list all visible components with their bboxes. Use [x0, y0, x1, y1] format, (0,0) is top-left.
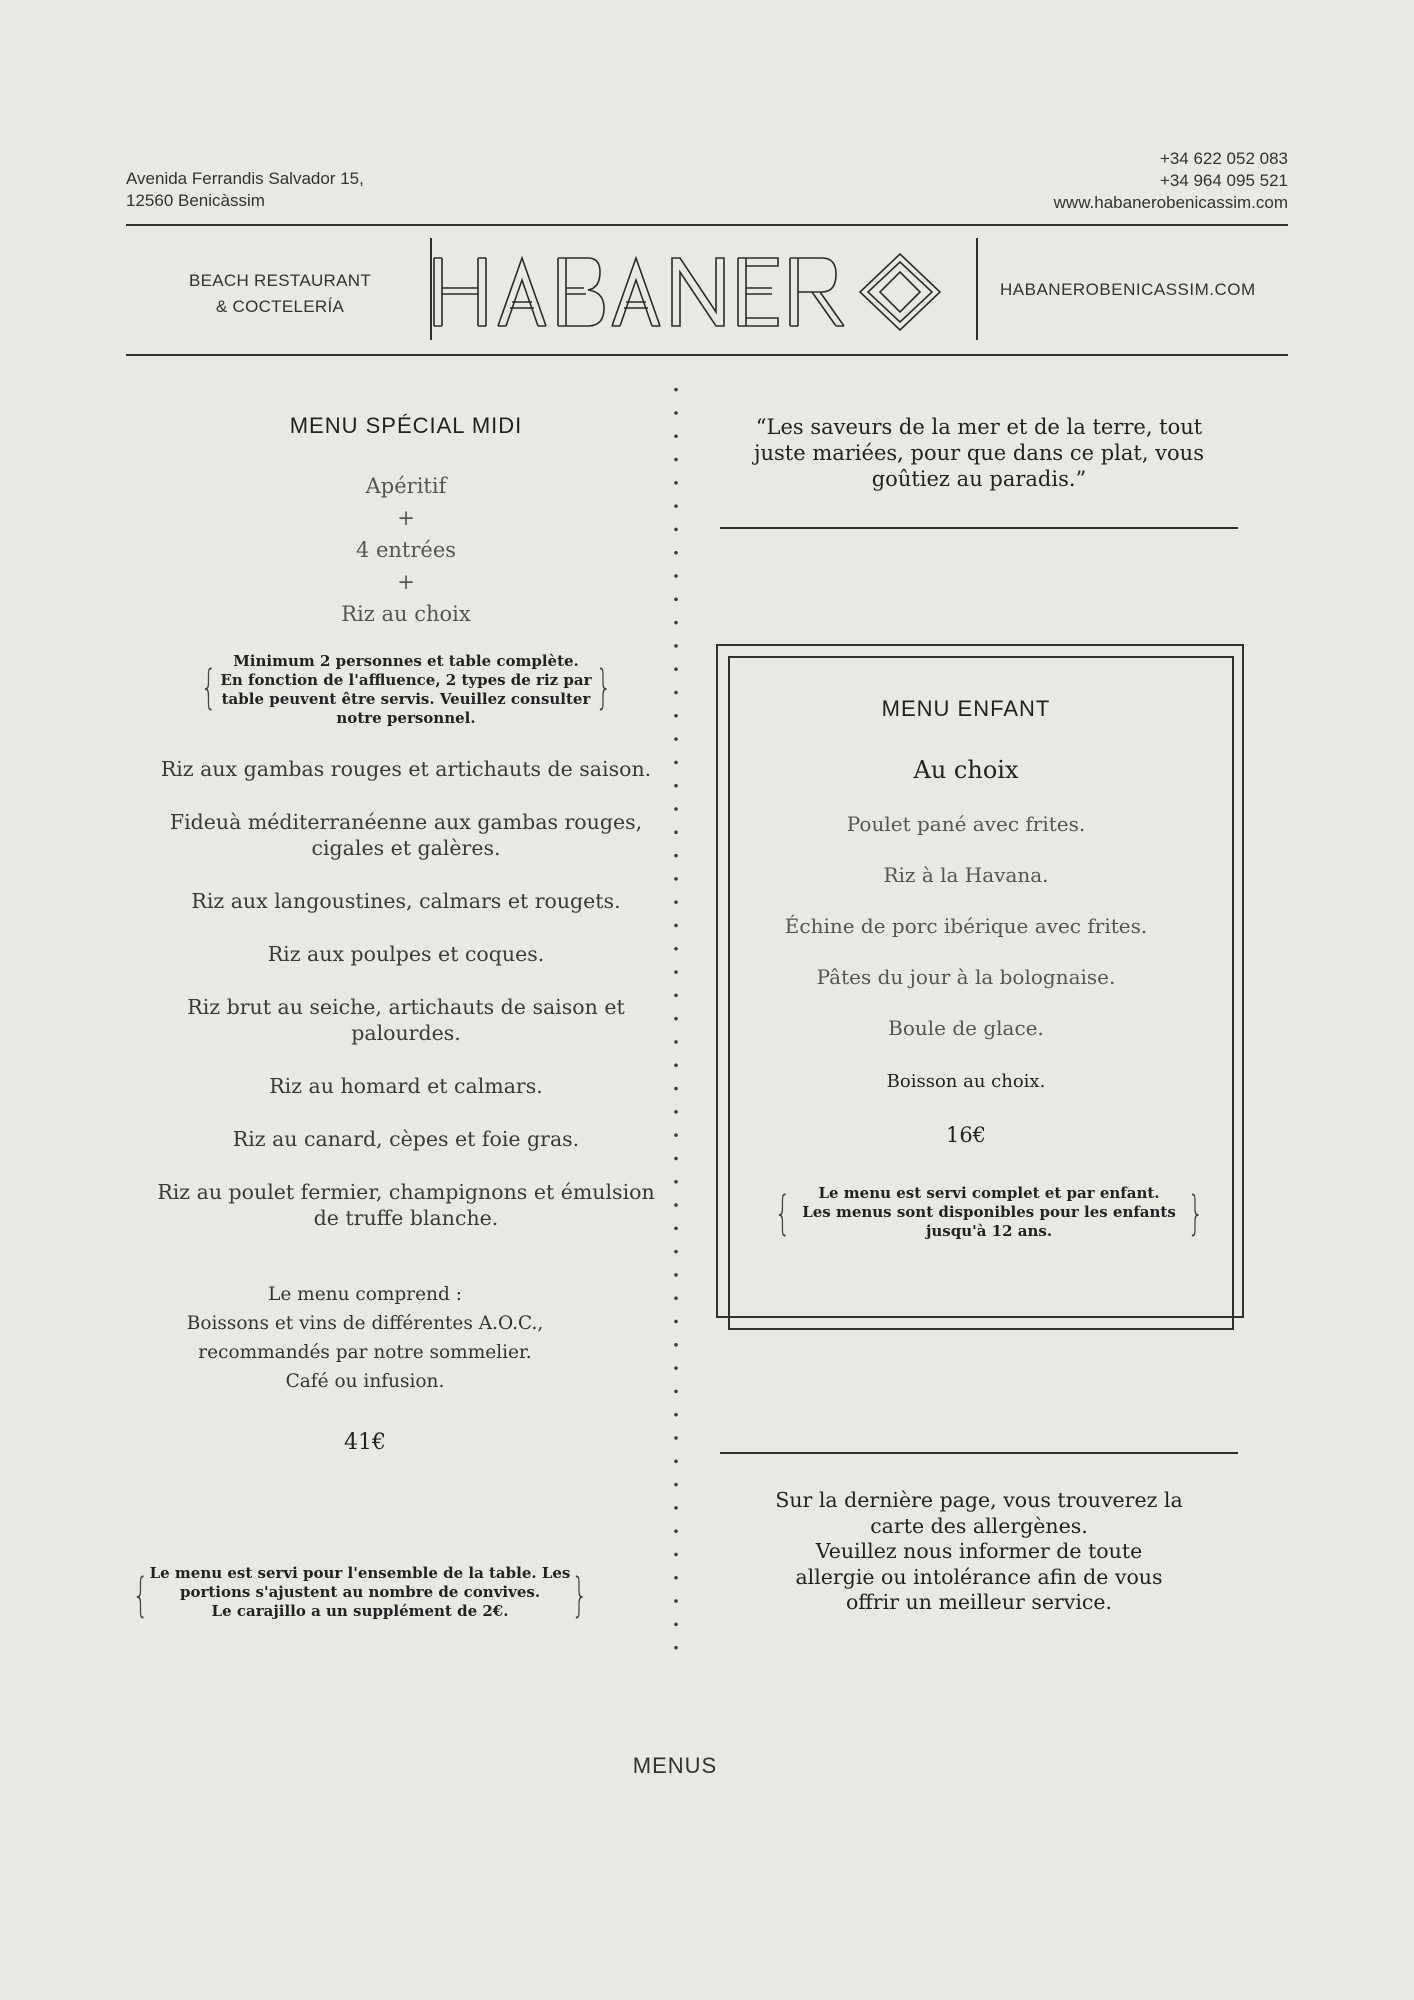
allergens-rule — [720, 1452, 1238, 1454]
quote-line: juste mariées, pour que dans ce plat, vous — [753, 441, 1204, 465]
note-line: table peuvent être servis. Veuillez consulter — [221, 690, 591, 708]
menu-enfant-subtitle: Au choix — [913, 756, 1019, 784]
includes-line: recommandés par notre sommelier. — [198, 1342, 532, 1363]
brace-right: } — [1187, 1186, 1204, 1240]
menu-midi-footnote — [132, 1556, 588, 1634]
quote-block — [740, 414, 1218, 492]
dish-item: Riz aux gambas rouges et artichauts de saison. — [160, 757, 652, 781]
header-rule-top — [126, 224, 1288, 226]
note-line: notre personnel. — [336, 709, 476, 727]
kid-menu-item: Riz à la Havana. — [883, 863, 1049, 887]
brace-right: } — [571, 1568, 588, 1622]
includes-line: Café ou infusion. — [285, 1371, 445, 1392]
course-line: Riz au choix — [341, 602, 471, 626]
menu-midi-dishes — [150, 756, 662, 1258]
brace-left: { — [774, 1186, 791, 1240]
dish-item: Riz au canard, cèpes et foie gras. — [232, 1127, 580, 1151]
footnote-line: portions s'ajustent au nombre de convives. — [179, 1583, 541, 1601]
brand-logo — [432, 250, 978, 332]
restaurant-address — [126, 168, 364, 212]
restaurant-tagline — [160, 268, 400, 320]
note-line: jusqu'à 12 ans. — [925, 1222, 1053, 1240]
quote-line: goûtiez au paradis.” — [871, 467, 1087, 491]
phone-number: +34 964 095 521 — [1159, 171, 1288, 190]
brace-left: { — [200, 660, 217, 714]
course-line: + — [397, 570, 415, 594]
menu-enfant-items — [740, 812, 1192, 1040]
menu-enfant-title: MENU ENFANT — [881, 696, 1051, 721]
dish-item: Riz au poulet fermier, champignons et émulsion de truffe blanche. — [157, 1180, 655, 1230]
dish-item: Riz au homard et calmars. — [269, 1074, 543, 1098]
dish-item: Riz aux poulpes et coques. — [267, 942, 545, 966]
brace-left: { — [132, 1568, 149, 1622]
note-line: Minimum 2 personnes et table complète. — [233, 652, 579, 670]
kid-menu-item: Poulet pané avec frites. — [846, 812, 1086, 836]
kid-menu-item: Pâtes du jour à la bolognaise. — [816, 965, 1116, 989]
note-line: Le menu est servi complet et par enfant. — [818, 1184, 1160, 1202]
menu-midi-title: MENU SPÉCIAL MIDI — [289, 413, 523, 438]
header-rule-bottom — [126, 354, 1288, 356]
note-line: En fonction de l'affluence, 2 types de riz par — [220, 671, 592, 689]
allergens-line: Veuillez nous informer de toute — [815, 1539, 1143, 1563]
includes-line: Boissons et vins de différentes A.O.C., — [186, 1313, 544, 1334]
footnote-line: Le carajillo a un supplément de 2€. — [211, 1602, 509, 1620]
quote-line: “Les saveurs de la mer et de la terre, tout — [755, 415, 1203, 439]
menu-enfant-drink: Boisson au choix. — [886, 1071, 1046, 1092]
footnote-line: Le menu est servi pour l'ensemble de la table. Les — [149, 1564, 571, 1582]
website-caps[interactable]: HABANEROBENICASSIM.COM — [1000, 280, 1256, 299]
dish-item: Fideuà méditerranéenne aux gambas rouges, cigales et galères. — [169, 810, 643, 860]
allergens-line: allergie ou intolérance afin de vous — [795, 1564, 1163, 1589]
dish-item: Riz aux langoustines, calmars et rougets. — [191, 889, 621, 913]
note-line: Les menus sont disponibles pour les enfants — [802, 1203, 1176, 1221]
allergens-notice — [740, 1488, 1218, 1616]
phone-number: +34 622 052 083 — [1159, 149, 1288, 168]
address-line: Avenida Ferrandis Salvador 15, — [126, 169, 364, 188]
header-divider-right — [976, 238, 978, 340]
allergens-line: carte des allergènes. — [870, 1513, 1088, 1538]
course-line: + — [397, 506, 415, 530]
kid-menu-item: Échine de porc ibérique avec frites. — [784, 914, 1148, 938]
contact-block — [1054, 148, 1288, 214]
allergens-line: Sur la dernière page, vous trouverez la — [775, 1488, 1183, 1512]
tagline-line: & COCTELERÍA — [215, 297, 345, 316]
tagline-line: BEACH RESTAURANT — [188, 271, 372, 290]
allergens-line: offrir un meilleur service. — [845, 1590, 1113, 1614]
brace-right: } — [595, 660, 612, 714]
website-link[interactable]: www.habanerobenicassim.com — [1053, 193, 1288, 212]
course-line: Apéritif — [365, 474, 447, 498]
kid-menu-item: Boule de glace. — [888, 1016, 1044, 1040]
menu-midi-courses — [150, 470, 662, 630]
course-line: 4 entrées — [355, 538, 457, 562]
column-divider-dots — [673, 378, 679, 1658]
menu-midi-price: 41€ — [344, 1430, 386, 1455]
menu-enfant-price: 16€ — [945, 1123, 987, 1147]
menu-midi-includes — [150, 1280, 580, 1396]
address-line: 12560 Benicàssim — [126, 191, 265, 210]
menu-midi-note — [200, 648, 612, 726]
dish-item: Riz brut au seiche, artichauts de saison et palourdes. — [187, 995, 625, 1045]
includes-line: Le menu comprend : — [268, 1284, 462, 1305]
page-footer-label: MENUS — [632, 1753, 718, 1778]
quote-rule — [720, 527, 1238, 529]
menu-enfant-note — [774, 1174, 1204, 1252]
